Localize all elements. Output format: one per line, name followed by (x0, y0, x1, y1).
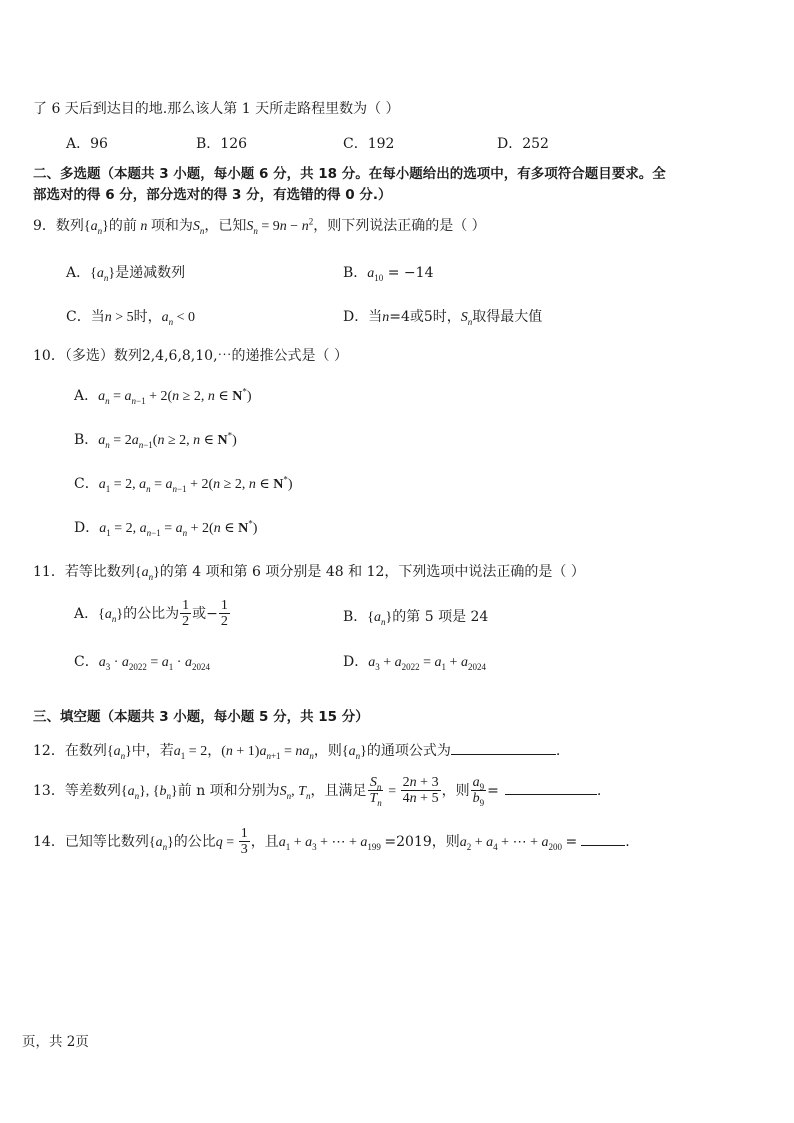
question-10: 10．（多选）数列2,4,6,8,10,⋯的递推公式是（ ） (33, 348, 348, 364)
q10-option-b: B．$a_n = 2a_{n-1}(n \ge 2$, n ∈ N*) (74, 430, 237, 450)
q12-answer-blank[interactable] (451, 742, 556, 755)
sn-over-tn-fraction: $\frac{S_n}{T_n}$ (369, 775, 382, 809)
q9-option-b: B．$a_{10} = -14$ (343, 265, 434, 283)
negative-one-half-fraction: $\frac{1}{2}$ (220, 598, 228, 630)
q10-option-a: A．$a_n = a_{n-1} + 2(n \ge 2$, n ∈ N*) (74, 386, 252, 406)
question-14: 14．已知等比数列$\{a_n\}$的公比q = $\frac{1}{3}$ ，且$a_1 + a_3$ + ⋯ + $a_{199} =2019$，则$a_2 + a_4$ + ⋯ + $a_{200}$ = . (33, 826, 630, 858)
question-11: 11．若等比数列$\{a_n\}$的第 4 项和第 6 项分别是 48 和 12，下列选项中说法正确的是（ ） (33, 564, 585, 582)
ratio-fraction: $\frac{2n + 3}{4n + 5}$ (402, 775, 439, 807)
question-9: 9．数列$\{a_n\}$的前 n 项和为$S_n$，已知$S_n = 9n - n^2$，则下列说法正确的是（ ） (33, 216, 486, 236)
q9-option-a: A．$\{a_n\}$是递减数列 (66, 265, 186, 283)
q11-option-b: B．$\{a_n\}$的第 5 项是 24 (343, 609, 489, 627)
q11-option-d: D．$a_3 + a_{2022} = a_1 + a_{2024}$ (343, 654, 486, 672)
q8-option-b: B．126 (196, 136, 248, 152)
q10-option-d: D．$a_1 = 2$, $a_{n-1} = a_n + 2(n$ ∈ N*) (74, 518, 258, 538)
page-footer: 页，共 2页 (22, 1034, 89, 1050)
question-8-intro: 了 6 天后到达目的地.那么该人第 1 天所走路程里数为（ ） (33, 101, 400, 117)
q8-option-a: A．96 (66, 136, 108, 152)
q10-option-c: C．$a_1 = 2$, $a_n = a_{n-1} + 2(n \ge 2$, n ∈ N*) (74, 474, 293, 494)
section-3-header: 三、填空题（本题共 3 小题，每小题 5 分，共 15 分） (33, 709, 369, 725)
q13-answer-blank[interactable] (505, 782, 597, 795)
q8-option-d: D．252 (497, 136, 549, 152)
q9-option-d: D．当n=4或5时，$S_n$取得最大值 (343, 309, 543, 327)
one-half-fraction: $\frac{1}{2}$ (182, 598, 190, 630)
question-13: 13．等差数列$\{a_n\}$, $\{b_n\}$前 n 项和分别为$S_n$, $T_n$，且满足 $\frac{S_n}{T_n}$ = $\frac{2n + 3}{4n + 5}$ ，则 $\frac{a_9}{b_9}$ = . (33, 775, 602, 809)
q11-option-a: A．$\{a_n\}$的公比为 $\frac{1}{2}$ 或− $\frac{1}{2}$ (74, 598, 228, 630)
a9-over-b9-fraction: $\frac{a_9}{b_9}$ (472, 775, 485, 809)
q11-option-c: C．$a_3 \cdot a_{2022} = a_1 \cdot a_{2024}$ (74, 654, 210, 672)
question-12: 12．在数列$\{a_n\}$中，若$a_1 = 2$，$(n + 1)a_{n+1} = na_n$，则$\{a_n\}$的通项公式为 . (33, 743, 561, 761)
q9-option-c: C．当n > 5时，$a_n < 0$ (66, 309, 196, 327)
one-third-fraction: $\frac{1}{3}$ (240, 826, 248, 858)
section-2-header-line2: 部选对的得 6 分，部分选对的得 3 分，有选错的得 0 分.） (33, 187, 392, 203)
section-2-header-line1: 二、多选题（本题共 3 小题，每小题 6 分，共 18 分。在每小题给出的选项中，有多项符合题目要求。全 (33, 166, 666, 182)
q14-answer-blank[interactable] (581, 833, 625, 846)
q8-option-c: C．192 (343, 136, 395, 152)
